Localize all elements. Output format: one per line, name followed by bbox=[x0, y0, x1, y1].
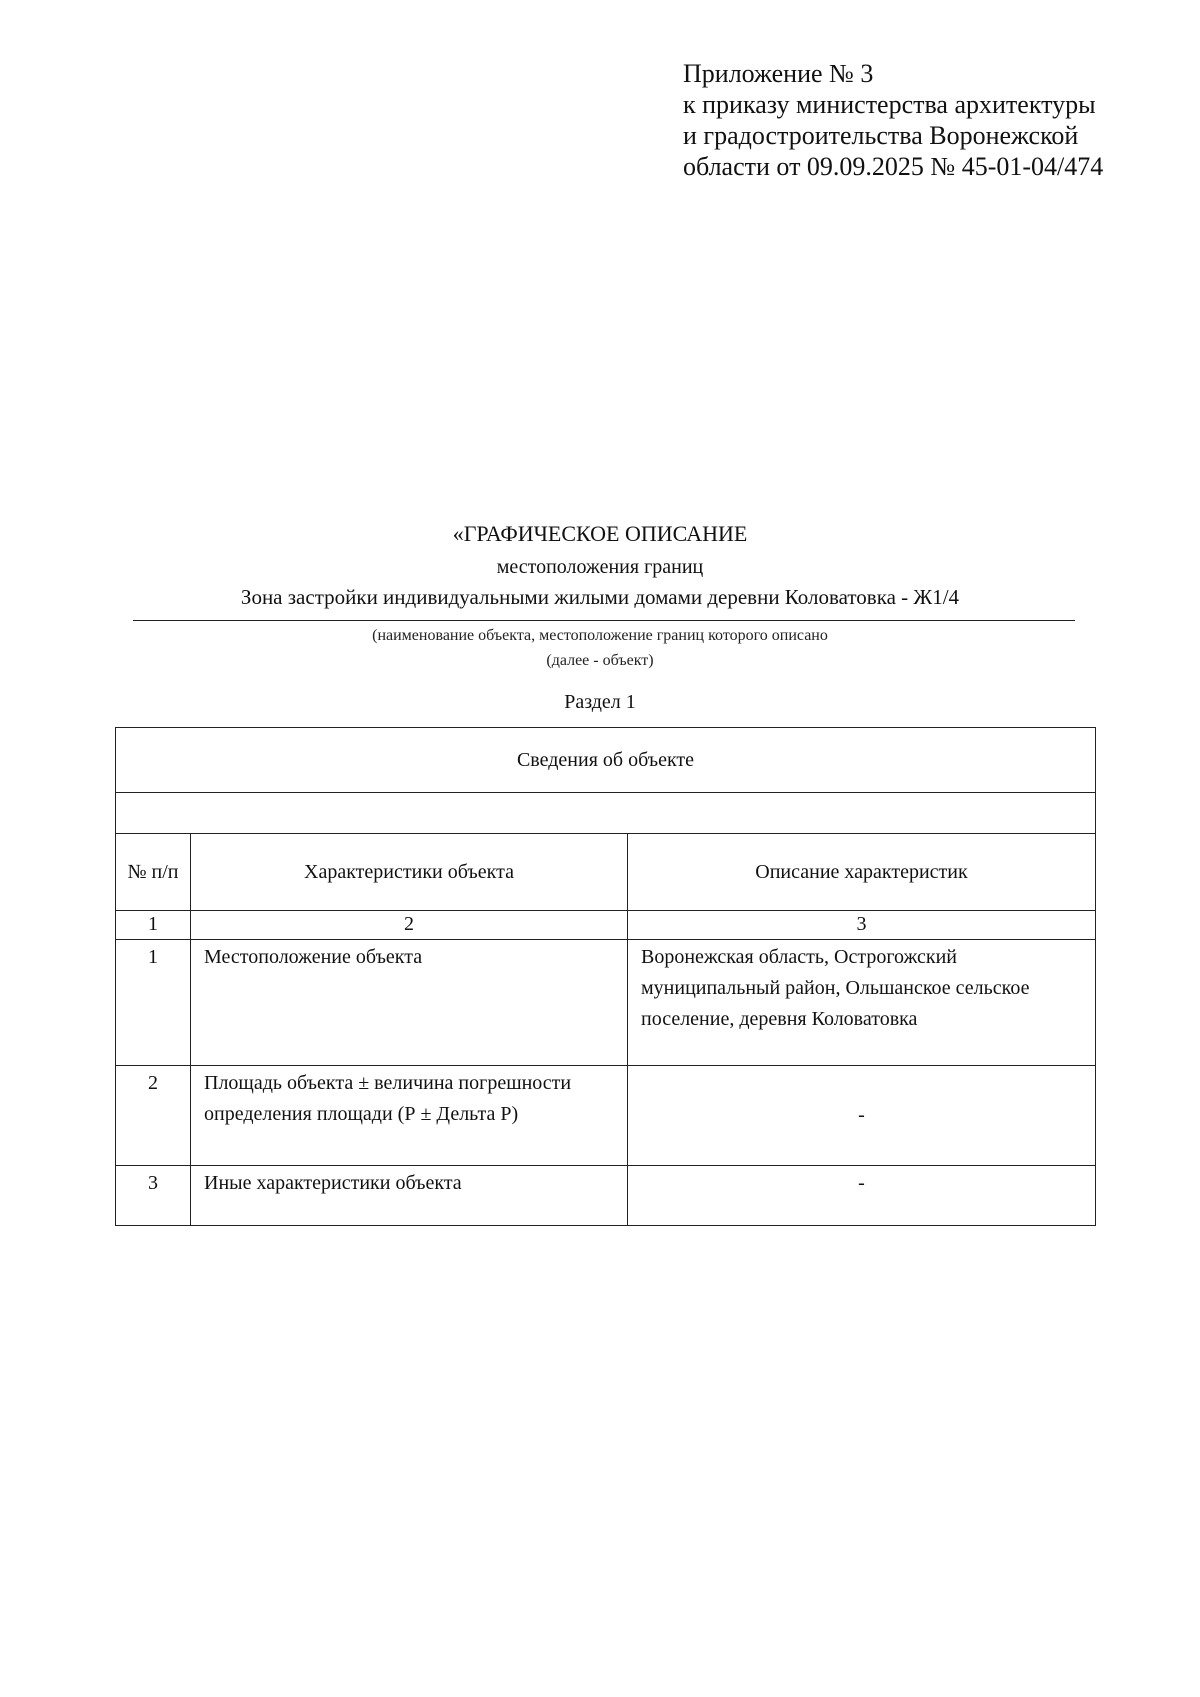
table-row bbox=[116, 1166, 1096, 1226]
row-description: - bbox=[628, 1166, 1096, 1226]
table-row bbox=[116, 940, 1096, 1066]
row-num: 1 bbox=[116, 940, 191, 1066]
row-description: Воронежская область, Острогожский муниципальный район, Ольшанское сельское поселение, деревня Коловатовка bbox=[628, 940, 1096, 1066]
table-caption: Сведения об объекте bbox=[116, 728, 1096, 793]
column-number: 2 bbox=[191, 911, 628, 940]
object-name-note-continued: (далее - объект) bbox=[546, 652, 654, 669]
column-number-row bbox=[116, 911, 1096, 940]
table-caption-row bbox=[116, 728, 1096, 793]
appendix-line: к приказу министерства архитектуры bbox=[683, 90, 1096, 119]
appendix-line: области от 09.09.2025 № 45-01-04/474 bbox=[683, 152, 1104, 181]
document-title: «ГРАФИЧЕСКОЕ ОПИСАНИЕ bbox=[452, 521, 748, 546]
appendix-line: и градостроительства Воронежской bbox=[683, 121, 1079, 150]
column-number: 3 bbox=[628, 911, 1096, 940]
table-header-row bbox=[116, 834, 1096, 911]
row-num: 3 bbox=[116, 1166, 191, 1226]
document-title-block bbox=[0, 520, 1200, 610]
row-characteristic: Местоположение объекта bbox=[191, 940, 628, 1066]
object-name: Зона застройки индивидуальными жилыми домами деревни Коловатовка - Ж1/4 bbox=[240, 585, 960, 609]
object-info-table bbox=[115, 727, 1096, 1226]
table-empty-row bbox=[116, 793, 1096, 834]
row-num: 2 bbox=[116, 1066, 191, 1166]
object-name-note: (наименование объекта, местоположение границ которого описано bbox=[372, 627, 828, 644]
column-number: 1 bbox=[116, 911, 191, 940]
document-subtitle: местоположения границ bbox=[496, 556, 704, 578]
table-row bbox=[116, 1066, 1096, 1166]
appendix-line: Приложение № 3 bbox=[683, 59, 874, 88]
row-description: - bbox=[628, 1066, 1096, 1166]
section-label: Раздел 1 bbox=[564, 691, 636, 713]
column-header-num: № п/п bbox=[116, 834, 191, 911]
empty-cell bbox=[116, 793, 1096, 834]
object-name-underline bbox=[133, 620, 1075, 621]
appendix-header bbox=[683, 58, 1103, 182]
row-characteristic: Иные характеристики объекта bbox=[191, 1166, 628, 1226]
column-header-characteristic: Характеристики объекта bbox=[191, 834, 628, 911]
column-header-description: Описание характеристик bbox=[628, 834, 1096, 911]
row-characteristic: Площадь объекта ± величина погрешности определения площади (Р ± Дельта Р) bbox=[191, 1066, 628, 1166]
